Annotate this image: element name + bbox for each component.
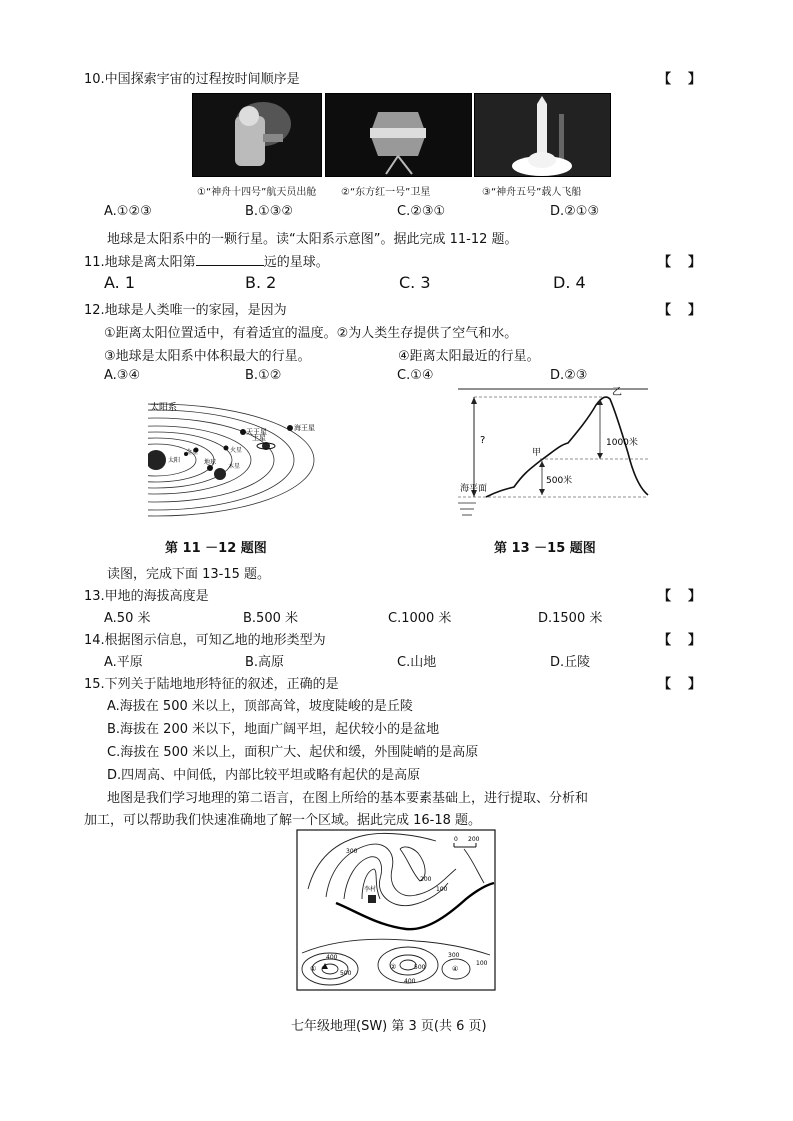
marker-2: ②	[390, 963, 397, 971]
marker-1: ①	[310, 965, 317, 973]
photo-dfh1-satellite	[325, 93, 472, 177]
q11-option-a[interactable]: A. 1	[104, 273, 136, 292]
contour-label-500-a: 500	[340, 970, 352, 977]
q13-option-c[interactable]: C.1000 米	[388, 611, 452, 626]
q14-answer-bracket[interactable]: 【 】	[658, 633, 704, 648]
solar-system-diagram	[148, 398, 328, 520]
q10-answer-bracket[interactable]: 【 】	[658, 72, 704, 87]
q10-option-b[interactable]: B.①③②	[245, 204, 294, 219]
solar-label-venus: 金星	[186, 449, 199, 456]
intro-16-18-line-1: 地图是我们学习地理的第二语言，在图上所给的基本要素基础上，进行提取、分析和	[107, 791, 589, 806]
q14-option-d[interactable]: D.丘陵	[550, 655, 591, 670]
q12-option-a[interactable]: A.③④	[104, 368, 141, 383]
q12-answer-bracket[interactable]: 【 】	[658, 303, 704, 318]
profile-label-500m: 500米	[546, 476, 573, 486]
q12-line-2b: ④距离太阳最近的行星。	[398, 349, 540, 364]
q12-option-b[interactable]: B.①②	[245, 368, 282, 383]
q14-option-a[interactable]: A.平原	[104, 655, 143, 670]
q12-option-c[interactable]: C.①④	[397, 368, 434, 383]
contour-label-500-b: 500	[414, 964, 426, 971]
solar-label-jupiter: 木星	[228, 463, 241, 470]
scale-label-0: 0	[454, 836, 458, 843]
fig-11-12-caption: 第 11 －12 题图	[165, 541, 267, 556]
intro-16-18-line-2: 加工，可以帮助我们快速准确地了解一个区域。据此完成 16-18 题。	[84, 813, 482, 828]
village-icon	[368, 895, 376, 903]
q12-line-2a: ③地球是太阳系中体积最大的行星。	[104, 349, 311, 364]
q15-option-a[interactable]: A.海拔在 500 米以上，顶部高耸，坡度陡峻的是丘陵	[107, 699, 413, 714]
q12-stem: 12.地球是人类唯一的家园，是因为	[84, 303, 287, 318]
contour-label-400-b: 400	[404, 978, 416, 985]
solar-label-saturn: 土星	[252, 434, 266, 442]
q11-stem	[84, 251, 329, 270]
contour-label-300: 300	[448, 952, 460, 959]
terrain-profile-diagram	[456, 383, 652, 529]
profile-label-sea-level: 海平面	[460, 484, 488, 494]
q11-stem-before: 11.地球是离太阳第	[84, 255, 196, 270]
q11-answer-bracket[interactable]: 【 】	[658, 255, 704, 270]
profile-label-jia: 甲	[532, 448, 542, 458]
contour-label-100-b: 100	[476, 960, 488, 967]
q13-stem: 13.甲地的海拔高度是	[84, 589, 209, 604]
q15-option-c[interactable]: C.海拔在 500 米以上，面积广大、起伏和缓，外围陡峭的是高原	[107, 745, 479, 760]
q14-option-c[interactable]: C.山地	[397, 655, 437, 670]
sun-icon	[148, 450, 166, 470]
solar-label-system: 太阳系	[150, 403, 178, 413]
profile-label-1000m: 1000米	[606, 438, 638, 448]
q10-caption-1: ①“神舟十四号”航天员出舱	[197, 187, 317, 198]
solar-label-neptune: 海王星	[294, 424, 315, 432]
solar-label-earth: 地球	[204, 459, 217, 466]
photo-astronaut-spacewalk	[192, 93, 322, 177]
village-label: 李村	[364, 886, 377, 893]
q11-blank	[196, 253, 264, 266]
page-footer: 七年级地理(SW) 第 3 页(共 6 页)	[291, 1019, 487, 1034]
q15-option-b[interactable]: B.海拔在 200 米以下，地面广阔平坦，起伏较小的是盆地	[107, 722, 440, 737]
contour-label-200: 200	[420, 876, 432, 883]
q10-option-a[interactable]: A.①②③	[104, 204, 152, 219]
mars-icon	[224, 446, 229, 451]
q12-line-1: ①距离太阳位置适中，有着适宜的温度。②为人类生存提供了空气和水。	[104, 326, 518, 341]
q10-option-c[interactable]: C.②③①	[397, 204, 446, 219]
q13-answer-bracket[interactable]: 【 】	[658, 589, 704, 604]
solar-label-mars: 火星	[230, 447, 243, 454]
intro-11-12: 地球是太阳系中的一颗行星。读“太阳系示意图”。据此完成 11-12 题。	[107, 232, 518, 247]
contour-map	[296, 829, 496, 991]
solar-label-sun: 太阳	[168, 457, 181, 464]
jupiter-icon	[214, 468, 226, 480]
q10-stem: 10.中国探索宇宙的过程按时间顺序是	[84, 72, 300, 87]
q13-option-a[interactable]: A.50 米	[104, 611, 151, 626]
solar-label-uranus: 天王星	[246, 428, 267, 436]
contour-label-100: 100	[436, 886, 448, 893]
q14-option-b[interactable]: B.高原	[245, 655, 285, 670]
marker-4: ④	[452, 965, 459, 973]
q14-stem: 14.根据图示信息，可知乙地的地形类型为	[84, 633, 326, 648]
scale-label-200: 200	[468, 836, 480, 843]
q15-option-d[interactable]: D.四周高、中间低，内部比较平坦或略有起伏的是高原	[107, 768, 421, 783]
contour-label-400-a: 400	[326, 954, 338, 961]
q11-option-d[interactable]: D. 4	[553, 273, 586, 292]
q11-option-b[interactable]: B. 2	[245, 273, 277, 292]
q13-option-d[interactable]: D.1500 米	[538, 611, 603, 626]
q15-stem: 15.下列关于陆地地形特征的叙述，正确的是	[84, 677, 339, 692]
photo-sz5-launch	[474, 93, 611, 177]
q12-option-d[interactable]: D.②③	[550, 368, 588, 383]
contour-label-300: 300	[346, 848, 358, 855]
q10-option-d[interactable]: D.②①③	[550, 204, 600, 219]
q11-option-c[interactable]: C. 3	[399, 273, 431, 292]
intro-13-15: 读图，完成下面 13-15 题。	[107, 567, 271, 582]
q15-answer-bracket[interactable]: 【 】	[658, 677, 704, 692]
neptune-icon	[287, 425, 293, 431]
q10-caption-3: ③“神舟五号”载人飞船	[482, 187, 582, 198]
profile-label-question: ?	[480, 435, 486, 446]
q11-stem-after: 远的星球。	[263, 255, 329, 270]
q13-option-b[interactable]: B.500 米	[243, 611, 298, 626]
q10-caption-2: ②“东方红一号”卫星	[341, 187, 431, 198]
profile-label-yi: 乙	[612, 387, 622, 398]
fig-13-15-caption: 第 13 －15 题图	[494, 541, 596, 556]
